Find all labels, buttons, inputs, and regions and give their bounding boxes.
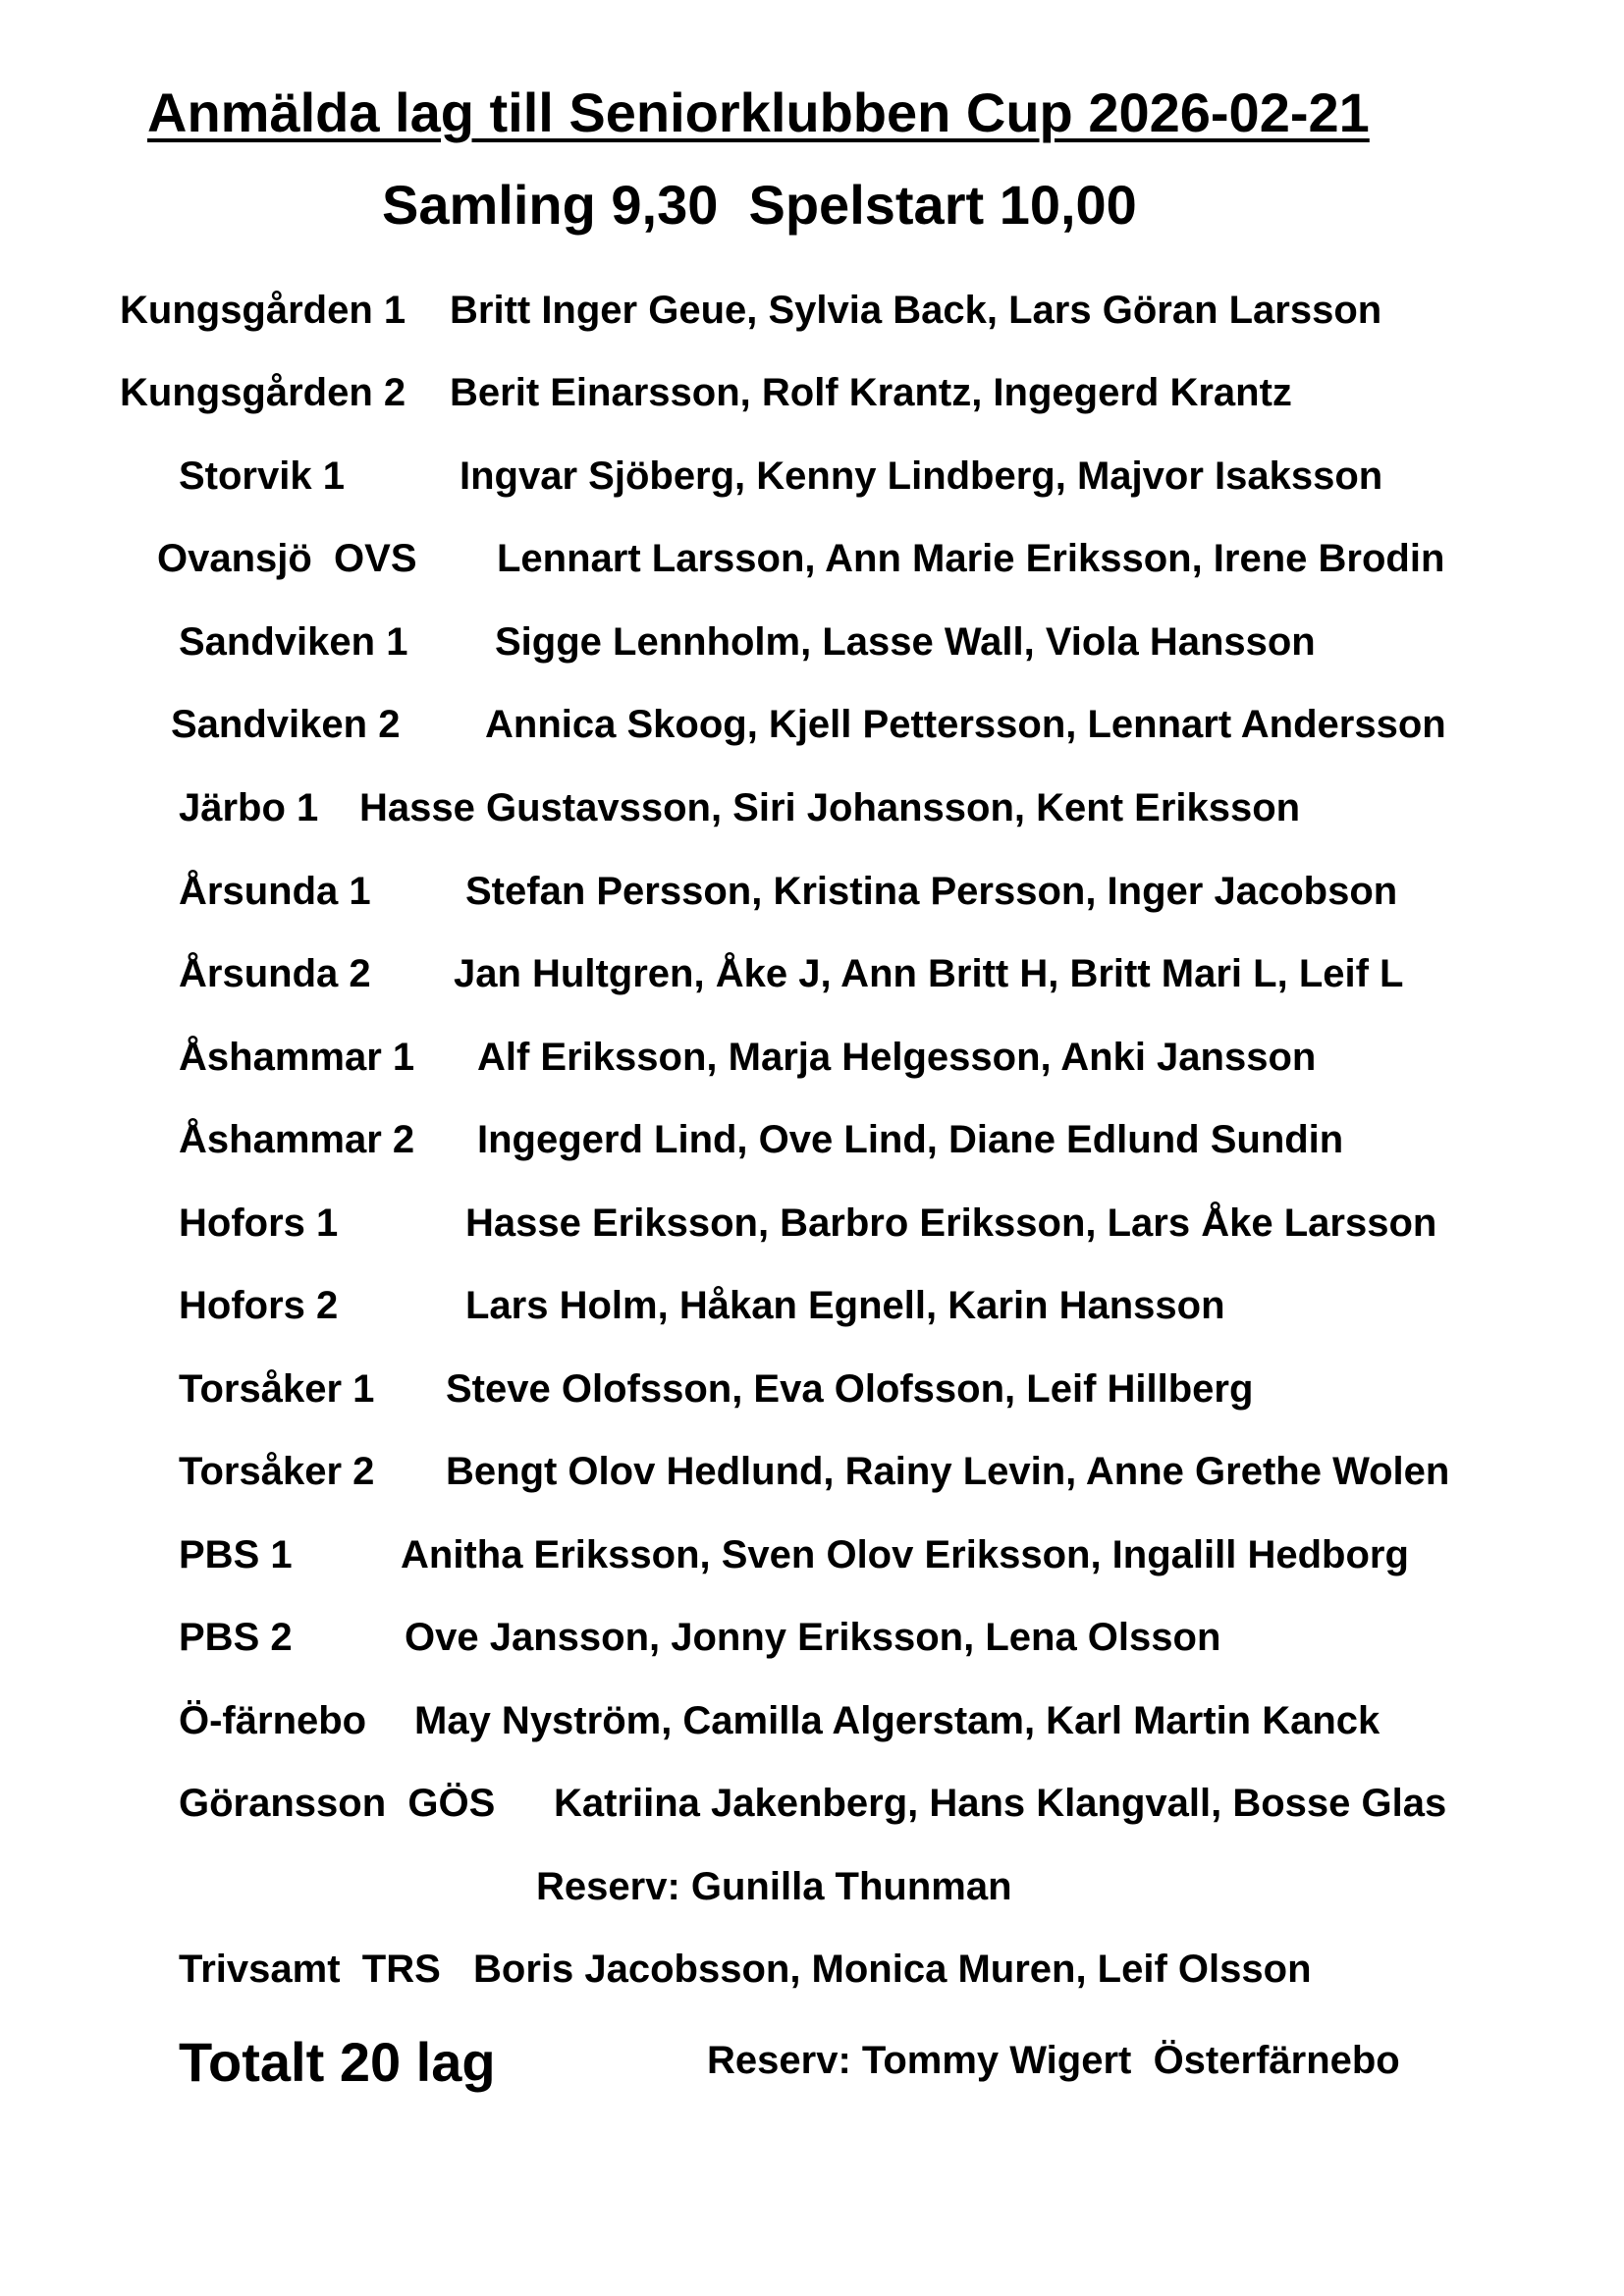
team-name: Hofors 1 <box>179 1201 339 1245</box>
player-list: May Nyström, Camilla Algerstam, Karl Martin Kanck <box>414 1699 1380 1742</box>
team-name: Årsunda 2 <box>179 952 371 995</box>
team-name: Åshammar 1 <box>179 1036 415 1079</box>
team-name: Göransson GÖS <box>179 1782 496 1825</box>
team-name: Hofors 2 <box>179 1284 339 1327</box>
team-name: Sandviken 2 <box>171 703 401 746</box>
document-subtitle: Samling 9,30 Spelstart 10,00 <box>382 174 1137 236</box>
team-name: PBS 2 <box>179 1616 293 1659</box>
player-list: Lars Holm, Håkan Egnell, Karin Hansson <box>465 1284 1225 1327</box>
player-list: Britt Inger Geue, Sylvia Back, Lars Göran Larsson <box>450 289 1382 332</box>
player-list: Stefan Persson, Kristina Persson, Inger Jacobson <box>465 870 1398 913</box>
team-name: PBS 1 <box>179 1533 293 1576</box>
total-teams: Totalt 20 lag <box>179 2031 496 2093</box>
team-name: Ovansjö OVS <box>157 537 417 580</box>
team-name: Storvik 1 <box>179 454 345 498</box>
team-name: Torsåker 1 <box>179 1367 375 1411</box>
team-name: Årsunda 1 <box>179 870 371 913</box>
player-list: Boris Jacobsson, Monica Muren, Leif Olsson <box>473 1948 1312 1991</box>
player-list: Bengt Olov Hedlund, Rainy Levin, Anne Grethe Wolen <box>446 1450 1450 1493</box>
player-list: Berit Einarsson, Rolf Krantz, Ingegerd Krantz <box>450 371 1292 414</box>
team-name: Torsåker 2 <box>179 1450 375 1493</box>
player-list: Steve Olofsson, Eva Olofsson, Leif Hillberg <box>446 1367 1254 1411</box>
reserve-note: Reserv: Gunilla Thunman <box>536 1865 1012 1908</box>
team-name: Åshammar 2 <box>179 1118 415 1161</box>
player-list: Hasse Eriksson, Barbro Eriksson, Lars Åke Larsson <box>465 1201 1437 1245</box>
player-list: Ingegerd Lind, Ove Lind, Diane Edlund Sundin <box>477 1118 1344 1161</box>
player-list: Ove Jansson, Jonny Eriksson, Lena Olsson <box>405 1616 1221 1659</box>
player-list: Annica Skoog, Kjell Pettersson, Lennart Andersson <box>485 703 1446 746</box>
team-name: Kungsgården 1 <box>120 289 406 332</box>
player-list: Katriina Jakenberg, Hans Klangvall, Bosse Glas <box>554 1782 1447 1825</box>
document-title: Anmälda lag till Seniorklubben Cup 2026-02-21 <box>147 81 1370 143</box>
player-list: Anitha Eriksson, Sven Olov Eriksson, Ingalill Hedborg <box>401 1533 1409 1576</box>
player-list: Sigge Lennholm, Lasse Wall, Viola Hansson <box>495 620 1316 664</box>
team-name: Ö-färnebo <box>179 1699 367 1742</box>
player-list: Lennart Larsson, Ann Marie Eriksson, Irene Brodin <box>497 537 1445 580</box>
team-name: Trivsamt TRS <box>179 1948 441 1991</box>
footer-reserve: Reserv: Tommy Wigert Österfärnebo <box>707 2039 1400 2082</box>
player-list: Jan Hultgren, Åke J, Ann Britt H, Britt Mari L, Leif L <box>454 952 1404 995</box>
team-name: Sandviken 1 <box>179 620 408 664</box>
player-list: Ingvar Sjöberg, Kenny Lindberg, Majvor Isaksson <box>460 454 1383 498</box>
team-name: Järbo 1 <box>179 786 319 829</box>
player-list: Alf Eriksson, Marja Helgesson, Anki Jansson <box>477 1036 1317 1079</box>
team-name: Kungsgården 2 <box>120 371 406 414</box>
player-list: Hasse Gustavsson, Siri Johansson, Kent Eriksson <box>359 786 1301 829</box>
